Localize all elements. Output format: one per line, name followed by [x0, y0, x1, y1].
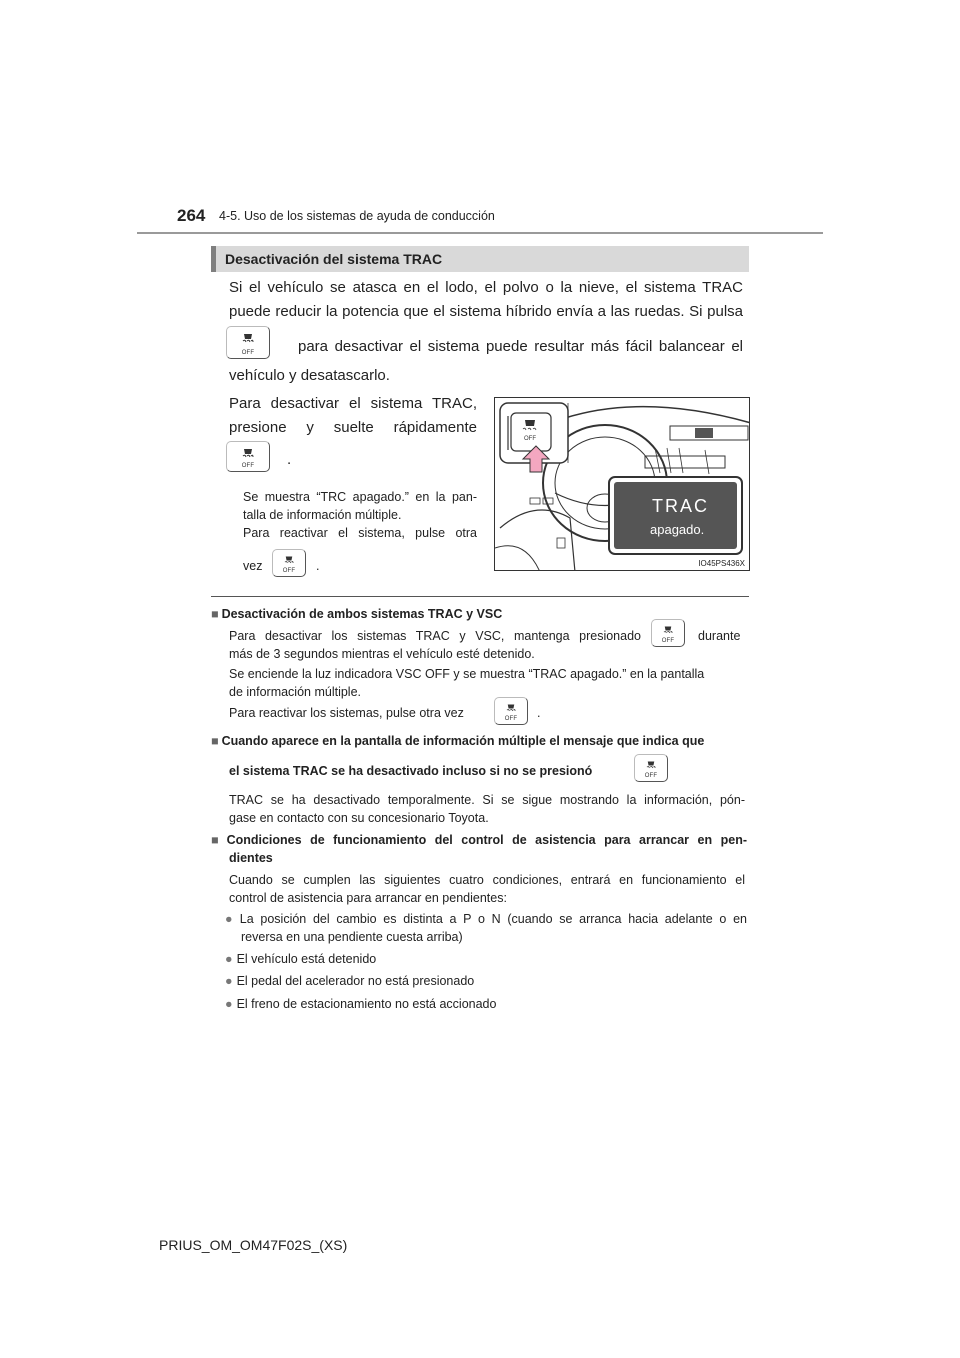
bullet-item: ● El pedal del acelerador no está presionado [225, 974, 475, 988]
trac-off-button-icon [226, 441, 270, 472]
button-off-label: OFF [282, 568, 296, 574]
display-screen [614, 482, 737, 549]
bullet-item: ● El freno de estacionamiento no está accionado [225, 997, 497, 1011]
button-off-label: OFF [644, 773, 658, 779]
section-title-bar [211, 246, 749, 272]
trac-off-button-icon [226, 326, 270, 359]
button-off-label: OFF [241, 350, 255, 356]
section-divider [211, 596, 749, 597]
trac-off-button-icon [494, 697, 528, 725]
intro-line-4: vehículo y desatascarlo. [229, 367, 390, 384]
page-number: 264 [177, 206, 206, 225]
note-line-1: Se muestra “TRC apagado.” en la pan- [243, 490, 477, 504]
chapter-title: 4-5. Uso de los sistemas de ayuda de conducción [219, 209, 495, 223]
note-line-4-pre: vez [243, 559, 263, 573]
note1-p1-line2: más de 3 segundos mientras el vehículo esté detenido. [229, 647, 535, 661]
bullet-item-cont: reversa en una pendiente cuesta arriba) [241, 930, 463, 944]
button-off-label: OFF [504, 716, 518, 722]
note-line-3: Para reactivar el sistema, pulse otra [243, 526, 477, 540]
note1-p3-pre: Para reactivar los sistemas, pulse otra vez [229, 706, 464, 720]
deact-period: . [287, 451, 292, 468]
header-rule [137, 232, 823, 234]
illustration-code: IO45PS436X [698, 559, 745, 568]
svg-text:OFF: OFF [524, 436, 536, 442]
dashboard-illustration [494, 397, 750, 571]
note2-title-line1: ■ Cuando aparece en la pantalla de información múltiple el mensaje que indica que [211, 734, 705, 748]
footer-doc-code: PRIUS_OM_OM47F02S_(XS) [159, 1237, 348, 1253]
intro-line-2: puede reducir la potencia que el sistema híbrido envía a las ruedas. Si pulsa [229, 303, 743, 320]
note2-p1-line1: TRAC se ha desactivado temporalmente. Si se sigue mostrando la información, pón- [229, 793, 745, 807]
deact-line-2: presione y suelte rápidamente [229, 419, 477, 436]
multi-info-display-inset [608, 476, 743, 555]
button-off-label: OFF [241, 463, 255, 469]
intro-line-1: Si el vehículo se atasca en el lodo, el polvo o la nieve, el sistema TRAC [229, 279, 743, 296]
note3-title-line2: dientes [229, 851, 273, 865]
trac-off-button-icon [651, 619, 685, 647]
note1-p3-post: . [537, 706, 541, 720]
bullet-item: ● La posición del cambio es distinta a P o N (cuando se arranca hacia adelante o en [225, 912, 747, 926]
display-line-1: TRAC [652, 496, 709, 516]
deact-line-1: Para desactivar el sistema TRAC, [229, 395, 477, 412]
pointer-arrow-icon [521, 444, 551, 474]
note1-p2-line2: de información múltiple. [229, 685, 362, 699]
note1-p1-line1: Para desactivar los sistemas TRAC y VSC, mantenga presionado [229, 629, 641, 643]
button-off-label: OFF [661, 638, 675, 644]
trac-off-button-icon [272, 549, 306, 577]
note3-p1-line2: control de asistencia para arrancar en pendientes: [229, 891, 507, 905]
note1-p1-line1-post: durante [698, 629, 741, 643]
display-line-2: apagado. [650, 522, 705, 537]
note3-title-line1: ■ Condiciones de funcionamiento del control de asistencia para arrancar en pen- [211, 833, 747, 847]
section-title: Desactivación del sistema TRAC [225, 251, 443, 267]
intro-line-3: para desactivar el sistema puede resultar más fácil balancear el [298, 338, 743, 355]
note-line-4-post: . [316, 559, 320, 573]
note1-p2-line1: Se enciende la luz indicadora VSC OFF y se muestra “TRAC apagado.” en la pantalla [229, 667, 705, 681]
note1-title: ■ Desactivación de ambos sistemas TRAC y VSC [211, 607, 503, 621]
note2-p1-line2: gase en contacto con su concesionario Toyota. [229, 811, 489, 825]
trac-off-button-icon [634, 754, 668, 782]
bullet-item: ● El vehículo está detenido [225, 952, 377, 966]
note3-p1-line1: Cuando se cumplen las siguientes cuatro condiciones, entrará en funcionamiento el [229, 873, 745, 887]
note2-title-line2: el sistema TRAC se ha desactivado incluso si no se presionó [229, 764, 593, 778]
note-line-2: talla de información múltiple. [243, 508, 402, 522]
